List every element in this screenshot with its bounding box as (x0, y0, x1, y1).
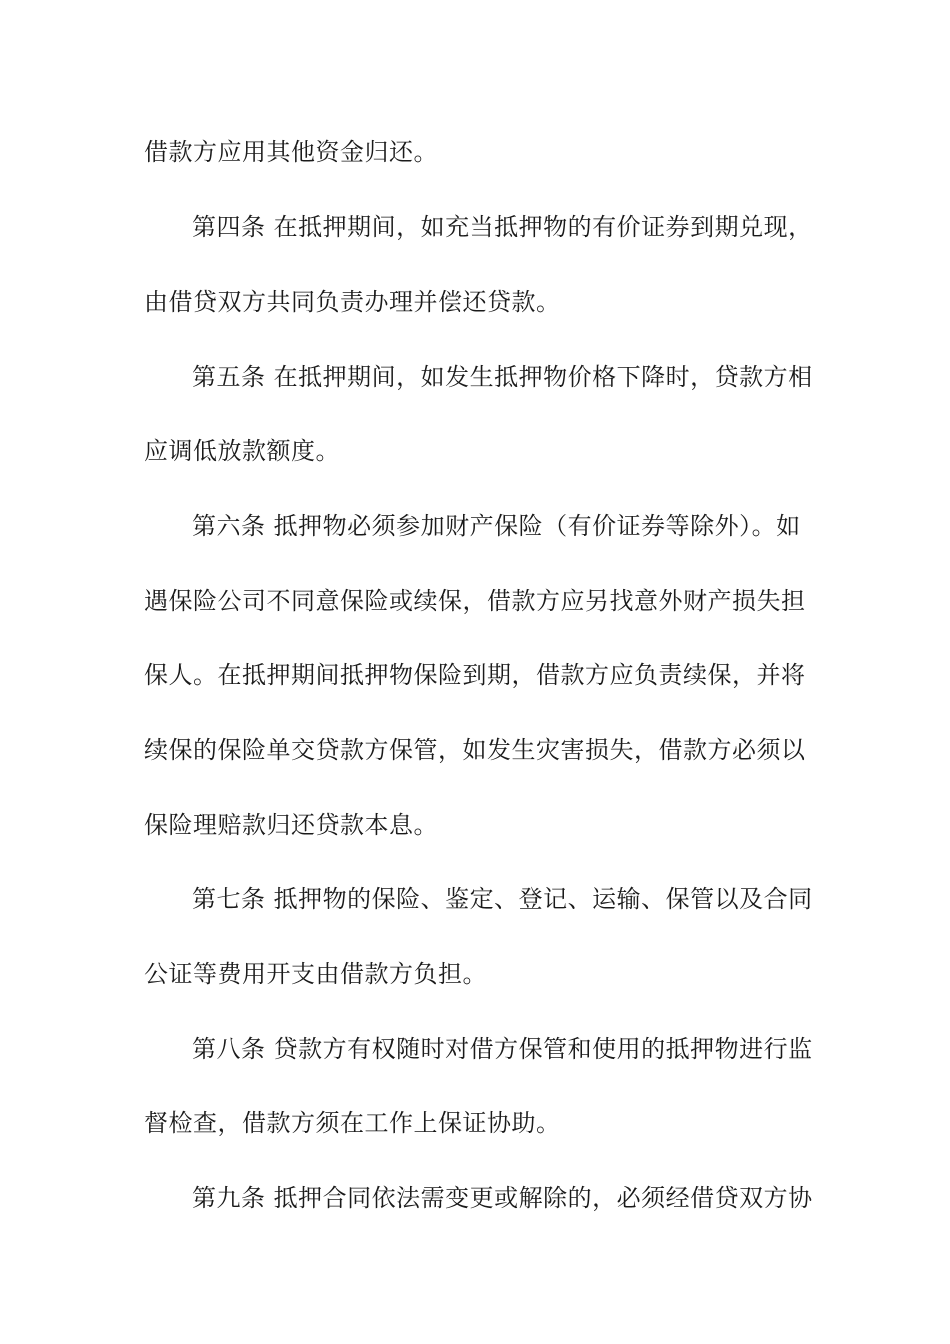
text-line: 公证等费用开支由借款方负担。 (144, 960, 487, 988)
text-line: 保险理赔款归还贷款本息。 (144, 811, 438, 839)
text-line: 续保的保险单交贷款方保管，如发生灾害损失，借款方必须以 (144, 736, 806, 764)
text-line: 督检查，借款方须在工作上保证协助。 (144, 1109, 561, 1137)
text-line: 应调低放款额度。 (144, 437, 340, 465)
article-5-line: 第五条 在抵押期间，如发生抵押物价格下降时，贷款方相 (192, 363, 813, 391)
text-line: 遇保险公司不同意保险或续保，借款方应另找意外财产损失担 (144, 587, 806, 615)
text-line: 由借贷双方共同负责办理并偿还贷款。 (144, 288, 561, 316)
article-7-line: 第七条 抵押物的保险、鉴定、登记、运输、保管以及合同 (192, 885, 813, 913)
article-9-line: 第九条 抵押合同依法需变更或解除的，必须经借贷双方协 (192, 1184, 813, 1212)
article-6-line: 第六条 抵押物必须参加财产保险（有价证券等除外）。如 (192, 512, 801, 540)
text-line: 借款方应用其他资金归还。 (144, 138, 438, 166)
text-line: 保人。在抵押期间抵押物保险到期，借款方应负责续保，并将 (144, 661, 806, 689)
article-4-line: 第四条 在抵押期间，如充当抵押物的有价证券到期兑现， (192, 213, 813, 241)
article-8-line: 第八条 贷款方有权随时对借方保管和使用的抵押物进行监 (192, 1035, 813, 1063)
